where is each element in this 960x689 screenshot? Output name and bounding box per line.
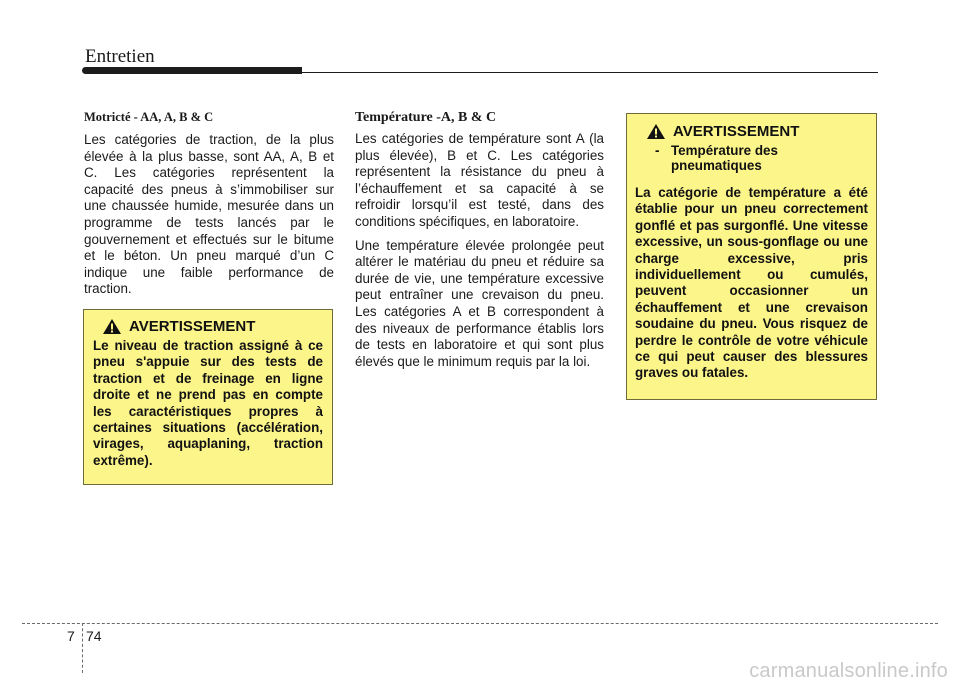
warning-subtitle: [655, 143, 868, 173]
warning-text: Le niveau de traction assigné à ce pneu s'appuie sur des tests de traction et de freinage en ligne droite et ne prend pas en compte les caractéristiques propres à certaines situations (accélération, virages, aquaplaning, traction extrême).: [93, 338, 323, 468]
temperature-subheading: Température -A, B & C: [355, 110, 497, 125]
warning-triangle-icon: [102, 318, 122, 335]
warning-header: [635, 123, 868, 140]
temperature-paragraph-2: Une température élevée prolongée peut altérer le matériau du pneu et réduire sa durée de vie, une température excessive peut entraîner une crevaison du pneu. Les catégories A et B correspondent à des niveaux de performance établis lors de tests en laboratoire et qui sont plus élevés que le minimum requis par la loi.: [355, 237, 604, 369]
column-traction: [84, 110, 334, 305]
warning-subtitle-text: Température des pneumatiques: [671, 143, 778, 173]
temperature-warning-box: [626, 113, 877, 400]
page-number: 74: [86, 628, 102, 644]
watermark: carmanualsonline.info: [749, 660, 948, 682]
column-temperature: [355, 110, 604, 377]
temperature-paragraph-1: Les catégories de température sont A (la plus élevée), B et C. Les catégories représentent la résistance du pneu à l’échauffement et sa capacité à se refroidir lorsqu’il est testé, dans des conditions spécifiques, en laboratoire.: [355, 131, 604, 229]
warning-subtitle-dash: -: [655, 143, 660, 158]
warning-text: La catégorie de température a été établie pour un pneu correctement gonflé et pas surgonflé. Une vitesse excessive, un sous-gonflage ou une charge excessive, pris individuellement ou cumulés, peuvent occasionner un échauffement et une crevaison soudaine du pneu. Vous risquez de perdre le contrôle de votre véhicule ce qui peut causer des blessures graves ou fatales.: [635, 185, 868, 381]
header-bar: [82, 67, 302, 74]
footer-rule: [22, 623, 938, 624]
traction-subheading: Motricté - AA, A, B & C: [84, 110, 214, 124]
header-rule: [300, 72, 878, 73]
section-title: Entretien: [85, 46, 155, 67]
chapter-number: 7: [67, 628, 75, 644]
traction-paragraph: Les catégories de traction, de la plus élevée à la plus basse, sont AA, A, B et C. Les catégories représentent la capacité des pneus à s’immobiliser sur une chaussée humide, mesurée dans un programme de tests lancés par le gouvernement et effectués sur le bitume et le béton. Un pneu marqué d’un C indique une faible performance de traction.: [84, 132, 334, 297]
traction-warning-box: [83, 309, 333, 485]
warning-triangle-icon: [646, 123, 666, 140]
footer-divider: [82, 623, 83, 673]
warning-title: AVERTISSEMENT: [673, 123, 800, 140]
warning-title: AVERTISSEMENT: [129, 318, 256, 335]
warning-header: [93, 318, 323, 335]
